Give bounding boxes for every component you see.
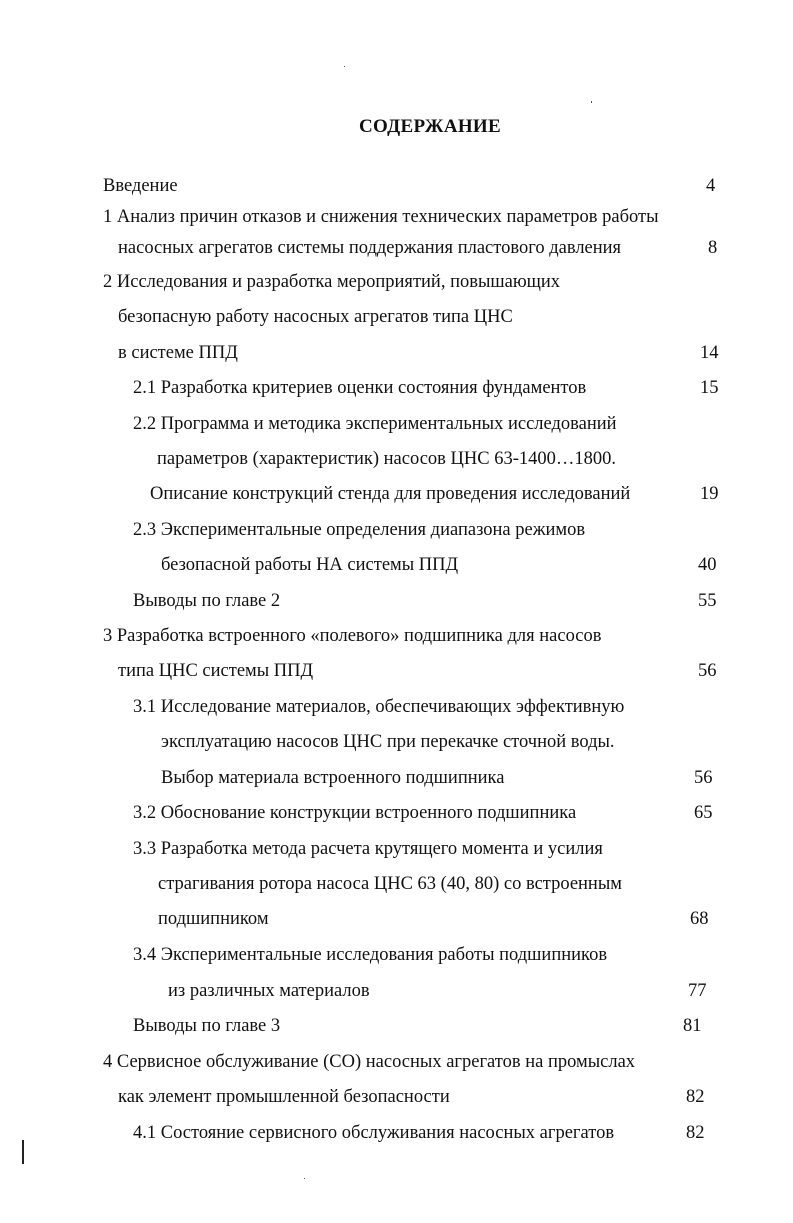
toc-entry-conclusions-2: Выводы по главе 2 [133,591,281,611]
toc-page-number: 82 [686,1123,705,1143]
toc-entry-chapter-2-cont: в системе ППД [118,343,238,363]
toc-entry-2-1: 2.1 Разработка критериев оценки состояния фундаментов [133,378,587,398]
toc-entry-chapter-3-cont: типа ЦНС системы ППД [118,661,314,681]
toc-page-number: 56 [698,661,717,681]
toc-page-number: 55 [698,591,717,611]
toc-entry-3-1-cont: эксплуатацию насосов ЦНС при перекачке сточной воды. [161,732,615,752]
scan-margin-mark [22,1140,24,1164]
toc-entry-conclusions-3: Выводы по главе 3 [133,1016,281,1036]
toc-entry-3-1: 3.1 Исследование материалов, обеспечивающих эффективную [133,697,625,717]
toc-page-number: 8 [708,238,718,258]
toc-page-number: 4 [706,176,716,196]
toc-entry-2-3-cont: безопасной работы НА системы ППД [161,555,459,575]
toc-entry-chapter-1-cont: насосных агрегатов системы поддержания пластового давления [118,238,622,258]
toc-entry-3-3-cont: подшипником [158,909,269,929]
toc-page-number: 19 [700,484,719,504]
toc-page-number: 77 [688,981,707,1001]
toc-entry-3-3: 3.3 Разработка метода расчета крутящего момента и усилия [133,839,603,859]
toc-entry-4-1: 4.1 Состояние сервисного обслуживания насосных агрегатов [133,1123,615,1143]
toc-page-number: 56 [694,768,713,788]
toc-entry-chapter-4-cont: как элемент промышленной безопасности [118,1087,450,1107]
toc-page-number: 81 [683,1016,702,1036]
toc-entry-2-2-cont: параметров (характеристик) насосов ЦНС 63-1400…1800. [157,449,616,469]
toc-entry-chapter-2-cont: безопасную работу насосных агрегатов типа ЦНС [118,307,513,327]
toc-entry-3-4-cont: из различных материалов [168,981,370,1001]
toc-entry-chapter-1: 1 Анализ причин отказов и снижения технических параметров работы [103,207,659,227]
scan-speck [304,1178,305,1179]
toc-page-number: 40 [698,555,717,575]
toc-page-number: 14 [700,343,719,363]
toc-entry-intro: Введение [103,176,178,196]
toc-entry-2-3: 2.3 Экспериментальные определения диапазона режимов [133,520,586,540]
toc-entry-3-2: 3.2 Обоснование конструкции встроенного подшипника [133,803,577,823]
scan-speck [344,66,345,67]
toc-entry-2-2-cont: Описание конструкций стенда для проведения исследований [150,484,631,504]
toc-entry-3-4: 3.4 Экспериментальные исследования работы подшипников [133,945,608,965]
toc-entry-3-1-cont: Выбор материала встроенного подшипника [161,768,505,788]
toc-page-number: 65 [694,803,713,823]
toc-page-number: 15 [700,378,719,398]
toc-entry-3-3-cont: страгивания ротора насоса ЦНС 63 (40, 80) со встроенным [158,874,622,894]
toc-entry-chapter-4: 4 Сервисное обслуживание (СО) насосных агрегатов на промыслах [103,1052,636,1072]
toc-page-number: 68 [690,909,709,929]
toc-entry-2-2: 2.2 Программа и методика экспериментальных исследований [133,414,617,434]
toc-page-number: 82 [686,1087,705,1107]
scan-speck [591,101,592,103]
toc-entry-chapter-2: 2 Исследования и разработка мероприятий, повышающих [103,272,561,292]
toc-entry-chapter-3: 3 Разработка встроенного «полевого» подшипника для насосов [103,626,602,646]
page-title: СОДЕРЖАНИЕ [359,116,501,137]
